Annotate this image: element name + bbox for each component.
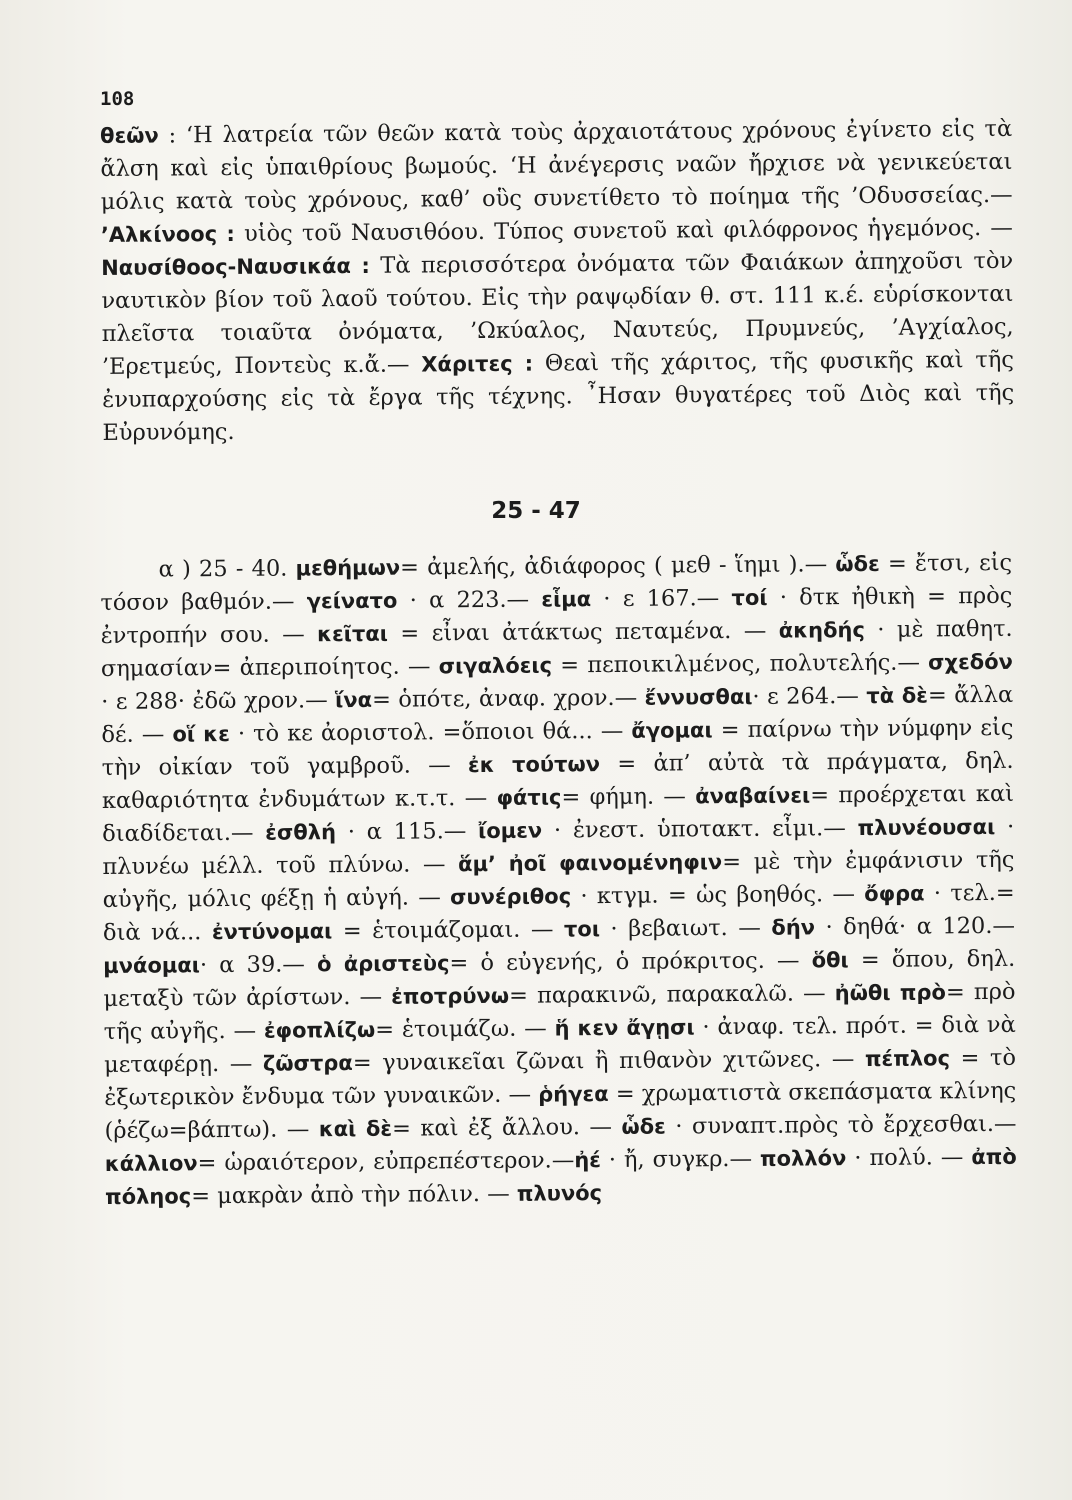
lemma-term: σχεδόν [928, 649, 1013, 675]
lemma-term: ἀναβαίνει [695, 783, 811, 809]
gloss-text: · α 223.— [397, 586, 542, 614]
gloss-text: = εἶναι ἀτάκτως πεταμένα. — [387, 617, 779, 647]
gloss-text: · ἐνεστ. ὑποτακτ. εἶμι.— [542, 815, 858, 844]
lemma-term: μνάομαι [103, 953, 201, 978]
gloss-text: · βεβαιωτ. — [599, 914, 772, 943]
gloss-text: = παίρνω τὴν νύμφην εἰς τὴν οἰκίαν τοῦ γαμβροῦ. — [101, 714, 1014, 781]
gloss-text: = ὁ εὐγενής, ὁ πρόκριτος. — [449, 947, 812, 977]
gloss-text: = προέρχεται καὶ διαδίδεται.— [102, 780, 1015, 847]
lemma-term: ῥήγεα [538, 1082, 609, 1107]
gloss-text: · α 39.— [199, 951, 318, 979]
gloss-text: · πλυνέω μέλλ. τοῦ πλύνω. — [102, 813, 1015, 880]
section-heading: 25 - 47 [491, 498, 581, 524]
gloss-text: = πεποικιλμένος, πολυτελής.— [551, 649, 929, 679]
lemma-term: καὶ δὲ [318, 1116, 393, 1142]
gloss-text: = γυναικεῖαι ζῶναι ἢ πιθανὸν χιτῶνες. — [352, 1046, 865, 1077]
gloss-text: = μὲ τὴν ἐμφάνισιν τῆς αὐγῆς, μόλις φέξῃ ἡ αὐγή. — [102, 846, 1015, 913]
lemma-term: ἅμ’ ἠοῖ φαινομένηφιν [457, 850, 723, 877]
gloss-text: = χρωματιστὰ σκεπάσματα κλίνης (ῥέζω=βάπτω). — [104, 1077, 1017, 1144]
gloss-text: = ἀμελής, ἀδιάφορος ( μεθ - ἵημι ).— [400, 551, 836, 581]
gloss-text: · ἀναφ. τελ. πρότ. = διὰ νὰ μεταφέρῃ. — [103, 1011, 1016, 1078]
gloss-text: = ἄλλα δέ. — [101, 681, 1014, 748]
gloss-text: · συναπτ.πρὸς τὸ ἔρχεσθαι.— [665, 1110, 1017, 1140]
lemma-term: ἐφοπλίζω [263, 1017, 376, 1043]
lemma-term: ὧδε [835, 551, 880, 577]
gloss-text: Τὰ περισσότερα ὀνόματα τῶν Φαιάκων ἀπηχοῦσι τὸν ναυτικὸν βίον τοῦ λαοῦ τούτου. Εἰς τὴν ραψῳδίαν θ. στ. 111 κ.έ. εὑρίσκονται πλεῖστα τοιαῦτα ὀνόματα, ’Ωκύαλος, Ναυτεύς, Πρυμνεύς, ’Αγχίαλος, ’Ερετμεύς, Ποντεὺς κ.ἄ.— [101, 247, 1014, 380]
lemma-term: εἷμα [541, 587, 592, 612]
gloss-text: = ἔτσι, εἰς τόσον βαθμόν.— [100, 549, 1013, 616]
lemma-term: ἥ κεν ἄγῃσι [554, 1015, 695, 1041]
lemma-term: ἐντύνομαι [211, 919, 333, 945]
commentary-paragraph-verses [100, 547, 1017, 1214]
gloss-text: · α 115.— [335, 818, 479, 846]
gloss-text: = φήμη. — [561, 783, 696, 811]
lemma-term: μεθήμων [295, 555, 401, 581]
lemma-term: ἐκ τούτων [467, 752, 601, 778]
lemma-term: ζῶστρα [262, 1051, 353, 1076]
gloss-text: = ὡραιότερον, εὐπρεπέστερον.— [197, 1147, 575, 1177]
lemma-term: φάτις [496, 785, 562, 810]
lemma-term: ἴομεν [478, 818, 543, 844]
lemma-term: τὰ δὲ [866, 683, 928, 708]
lemma-term: δήν [771, 915, 816, 940]
lemma-term: τοι [563, 917, 601, 942]
gloss-text: · δηθά· α 120.— [814, 912, 1016, 941]
gloss-text: = τὸ ἐξωτερικὸν ἔνδυμα τῶν γυναικῶν. — [104, 1044, 1017, 1111]
gloss-text: · πολύ. — [846, 1144, 972, 1172]
lemma-term: θεῶν [100, 123, 159, 148]
lemma-term: ἔννυσθαι [644, 684, 753, 710]
lemma-term: ’Αλκίνοος : [100, 221, 235, 247]
gloss-text: · τὸ κε ἀοριστολ. =ὅποιοι θά... — [229, 717, 632, 747]
commentary-paragraph-intro [100, 113, 1015, 450]
lemma-term: ὧδε [621, 1114, 666, 1139]
gloss-text: = ὁπότε, ἀναφ. χρον.— [371, 684, 645, 713]
lemma-term: ἠέ [574, 1148, 602, 1173]
lemma-term: πολλόν [759, 1146, 847, 1171]
gloss-text: Θεαὶ τῆς χάριτος, τῆς φυσικῆς καὶ τῆς ἐνυπαρχούσης εἰς τὰ ἔργα τῆς τέχνης. ῏Ησαν θυγατέρες τοῦ Διὸς καὶ τῆς Εὐρυνόμης. [102, 346, 1015, 446]
lemma-term: ἐσθλή [265, 820, 337, 845]
lemma-term: Ναυσίθοος-Ναυσικάα : [101, 253, 370, 280]
lemma-term: ἄγομαι [631, 718, 713, 743]
lemma-term: οἵ κε [172, 721, 230, 747]
lemma-term: ἀκηδής [778, 617, 865, 643]
page-number: 108 [100, 88, 135, 110]
lemma-term: πλυνός [516, 1181, 603, 1206]
gloss-text: · τελ.= διὰ νά... [102, 879, 1015, 946]
gloss-text: · κτγμ. = ὡς βοηθός. — [571, 881, 865, 910]
gloss-text: · δτκ ἠθικὴ = πρὸς ἐντροπήν σου. — [100, 582, 1013, 649]
lemma-term: πέπλος [864, 1046, 951, 1072]
lemma-term: ἠῶθι πρὸ [834, 980, 947, 1006]
gloss-text: = ἑτοιμάζω. — [375, 1015, 555, 1043]
lemma-term: σιγαλόεις [438, 653, 553, 679]
lemma-term: πλυνέουσαι [857, 814, 996, 841]
lemma-term: συνέριθος [449, 884, 572, 910]
lemma-term: τοί [731, 585, 768, 611]
lemma-term: ἐποτρύνω [391, 983, 510, 1009]
gloss-text: · ε 167.— [591, 585, 732, 613]
lemma-term: κεῖται [317, 621, 389, 647]
lemma-term: ἵνα [335, 687, 373, 713]
gloss-text: · ε 288· ἐδῶ χρον.— [101, 687, 336, 715]
gloss-text: = ὅπου, δηλ. μεταξὺ τῶν ἀρίστων. — [103, 945, 1016, 1012]
lemma-term: ὅθι [811, 948, 849, 973]
gloss-text: υἱὸς τοῦ Ναυσιθόου. Τύπος συνετοῦ καὶ φιλόφρονος ἡγεμόνος. — [234, 214, 1013, 247]
gloss-text: = πρὸ τῆς αὐγῆς. — [103, 978, 1016, 1045]
gloss-text: = ἑτοιμάζομαι. — [332, 916, 565, 945]
lemma-term: ὁ ἀριστεὺς [316, 951, 450, 977]
lemma-term: Χάριτες : [421, 351, 534, 377]
lemma-term: ἀπὸ πόληος [104, 1144, 1017, 1209]
gloss-text: = ἀπ’ αὐτὰ τὰ πράγματα, δηλ. καθαριότητα ἐνδυμάτων κ.τ.τ. — [101, 747, 1014, 814]
gloss-text: = μακρὰν ἀπὸ τὴν πόλιν. — [191, 1180, 517, 1210]
gloss-text: · ἤ, συγκρ.— [600, 1145, 761, 1174]
gloss-text: α ) 25 - 40. [158, 555, 296, 583]
gloss-text: · ε 264.— [752, 682, 867, 710]
lemma-term: ὄφρα [864, 881, 925, 907]
gloss-text: · μὲ παθητ. σημασίαν= ἀπεριποίητος. — [100, 615, 1013, 682]
gloss-text: = παρακινῶ, παρακαλῶ. — [508, 980, 835, 1009]
gloss-text: : ‘Η λατρεία τῶν θεῶν κατὰ τοὺς ἀρχαιοτάτους χρόνους ἐγίνετο εἰς τὰ ἄλση καὶ εἰς ὑπαιθρίους βωμούς. ‘Η ἀνέγερσις ναῶν ἤρχισε νὰ γενικεύεται μόλις κατὰ τοὺς χρόνους, καθ’ οὓς συνετίθετο τὸ ποίημα τῆς ’Οδυσσείας.— [100, 115, 1013, 215]
gloss-text: = καὶ ἐξ ἄλλου. — [391, 1113, 622, 1142]
lemma-term: γείνατο [306, 588, 398, 614]
lemma-term: κάλλιον [104, 1151, 198, 1176]
